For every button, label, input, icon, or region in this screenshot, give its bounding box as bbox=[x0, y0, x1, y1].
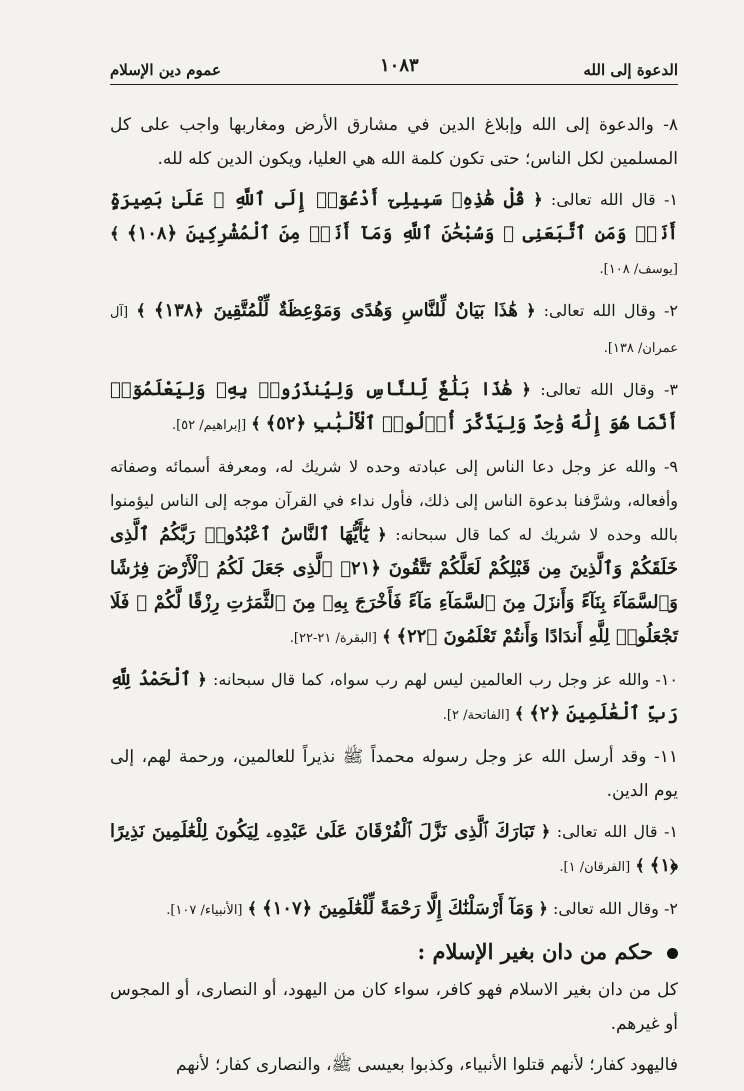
open-brace-icon: ﴿ bbox=[540, 822, 551, 841]
paragraph-9-verse: يَٰٓأَيُّهَا ٱلنَّاسُ ٱعْبُدُوا۟ رَبَّكُمُ ٱلَّذِى خَلَقَكُمْ وَٱلَّذِينَ مِن قَبْلِكُمْ لَعَلَّكُمْ تَتَّقُونَ ﴿٢١﴾ ٱلَّذِى جَعَلَ لَكُمُ ٱلْأَرْضَ فِرَٰشًا وَٱلسَّمَآءَ بِنَآءً وَأَنزَلَ مِنَ ٱلسَّمَآءِ مَآءً فَأَخْرَجَ بِهِۦ مِنَ ٱلثَّمَرَٰتِ رِزْقًا لَّكُمْ ۖ فَلَا تَجْعَلُوا۟ لِلَّهِ أَندَادًا وَأَنتُمْ تَعْلَمُونَ ﴿٢٢﴾ bbox=[110, 524, 678, 647]
quote-11-1-verse: تَبَارَكَ ٱلَّذِى نَزَّلَ ٱلْفُرْقَانَ عَلَىٰ عَبْدِهِۦ لِيَكُونَ لِلْعَٰلَمِينَ نَذِيرًا ﴿١﴾ bbox=[110, 821, 678, 876]
quote-11-1 bbox=[110, 815, 678, 885]
quote-1-intro: ١- قال الله تعالى: bbox=[550, 190, 678, 209]
close-brace-icon: ﴾ bbox=[635, 856, 645, 875]
section-heading-text: حكم من دان بغير الإسلام : bbox=[417, 939, 653, 964]
bullet-icon bbox=[667, 948, 678, 959]
close-brace-icon: ﴾ bbox=[110, 224, 120, 243]
close-brace-icon: ﴾ bbox=[251, 414, 261, 433]
page-number: ١٠٨٣ bbox=[380, 55, 419, 76]
open-brace-icon: ﴿ bbox=[197, 670, 207, 689]
open-brace-icon: ﴿ bbox=[526, 301, 536, 320]
quote-11-1-intro: ١- قال الله تعالى: bbox=[556, 822, 679, 841]
quote-1-verse: قُلْ هَٰذِهِۦ سَبِيلِىٓ أَدْعُوٓا۟ إِلَى ٱللَّهِ ۚ عَلَىٰ بَصِيرَةٍ أَنَا۠ وَمَنِ ٱتَّبَعَنِى ۖ وَسُبْحَٰنَ ٱللَّهِ وَمَآ أَنَا۠ مِنَ ٱلْمُشْرِكِينَ ﴿١٠٨﴾ bbox=[110, 189, 678, 244]
quote-2-intro: ٢- وقال الله تعالى: bbox=[543, 301, 678, 320]
close-brace-icon: ﴾ bbox=[514, 704, 525, 723]
open-brace-icon: ﴿ bbox=[533, 190, 543, 209]
paragraph-10-reference: [الفاتحة/ ٢]. bbox=[442, 708, 510, 723]
quote-3-reference: [إبراهيم/ ٥٢]. bbox=[171, 418, 247, 433]
paragraph-8: ٨- والدعوة إلى الله وإبلاغ الدين في مشارق الأرض ومغاربها واجب على كل المسلمين لكل الناس؛ حتى تكون كلمة الله هي العليا، ويكون الدين كله لله. bbox=[110, 115, 678, 169]
paragraph-11: ١١- وقد أرسل الله عز وجل رسوله محمداً ﷺ نذيراً للعالمين، ورحمة لهم، إلى يوم الدين. bbox=[110, 747, 678, 801]
ruling-paragraph: كل من دان بغير الاسلام فهو كافر، سواء كان من اليهود، أو النصارى، أو المجوس أو غيرهم. bbox=[110, 980, 678, 1034]
paragraph-9-reference: [البقرة/ ٢١-٢٢]. bbox=[289, 631, 377, 646]
quote-11-2-intro: ٢- وقال الله تعالى: bbox=[553, 899, 678, 918]
quote-2 bbox=[110, 294, 678, 366]
quote-11-2-verse: وَمَآ أَرْسَلْنَٰكَ إِلَّا رَحْمَةً لِّلْعَٰلَمِينَ ﴿١٠٧﴾ bbox=[262, 898, 534, 919]
quote-3-verse: هَٰذَا بَلَٰغٌ لِّلنَّاسِ وَلِيُنذَرُوا۟ بِهِۦ وَلِيَعْلَمُوٓا۟ أَنَّمَا هُوَ إِلَٰهٌ وَٰحِدٌ وَلِيَذَّكَّرَ أُو۟لُوا۟ ٱلْأَلْبَٰبِ ﴿٥٢﴾ bbox=[110, 379, 678, 434]
quote-1-reference: [يوسف/ ١٠٨]. bbox=[599, 262, 678, 277]
quote-3-intro: ٣- وقال الله تعالى: bbox=[540, 380, 679, 399]
open-brace-icon: ﴿ bbox=[538, 899, 548, 918]
close-brace-icon: ﴾ bbox=[136, 301, 146, 320]
quote-11-2 bbox=[110, 892, 678, 928]
open-brace-icon: ﴿ bbox=[521, 380, 531, 399]
last-paragraph: فاليهود كفار؛ لأنهم قتلوا الأنبياء، وكذبوا بعيسى ﷺ، والنصارى كفار؛ لأنهم bbox=[176, 1055, 678, 1075]
page-header bbox=[110, 55, 678, 85]
quote-11-1-reference: [الفرقان/ ١]. bbox=[559, 860, 631, 875]
paragraph-9 bbox=[110, 450, 678, 656]
page-body bbox=[110, 108, 678, 1089]
open-brace-icon: ﴿ bbox=[377, 525, 387, 544]
running-title-left: عموم دين الإسلام bbox=[110, 61, 221, 79]
running-title-right: الدعوة إلى الله bbox=[583, 61, 678, 79]
paragraph-9-text: ٩- والله عز وجل دعا الناس إلى عبادته وحده لا شريك له، ومعرفة أسمائه وصفاته وأفعاله، وشرَّفنا بدعوة الناس إلى ذلك، فأول نداء في القرآن موجه إلى الناس ليؤمنوا بالله وحده لا شريك له كما قال سبحانه: bbox=[110, 457, 678, 544]
paragraph-10-verse: ٱلْحَمْدُ لِلَّهِ رَبِّ ٱلْعَٰلَمِينَ ﴿٢﴾ bbox=[110, 669, 678, 724]
quote-2-reference: [آل عمران/ ١٣٨]. bbox=[110, 305, 678, 356]
quote-1 bbox=[110, 183, 678, 287]
header-divider bbox=[110, 84, 678, 85]
quote-11-2-reference: [الأنبياء/ ١٠٧]. bbox=[166, 903, 243, 918]
quote-3 bbox=[110, 373, 678, 443]
paragraph-10 bbox=[110, 663, 678, 733]
quote-2-verse: هَٰذَا بَيَانٌ لِّلنَّاسِ وَهُدًى وَمَوْعِظَةٌ لِّلْمُتَّقِينَ ﴿١٣٨﴾ bbox=[153, 300, 518, 321]
close-brace-icon: ﴾ bbox=[247, 899, 257, 918]
close-brace-icon: ﴾ bbox=[382, 627, 392, 646]
section-heading bbox=[110, 935, 678, 969]
paragraph-10-text: ١٠- والله عز وجل رب العالمين ليس لهم رب سواه، كما قال سبحانه: bbox=[213, 670, 678, 689]
